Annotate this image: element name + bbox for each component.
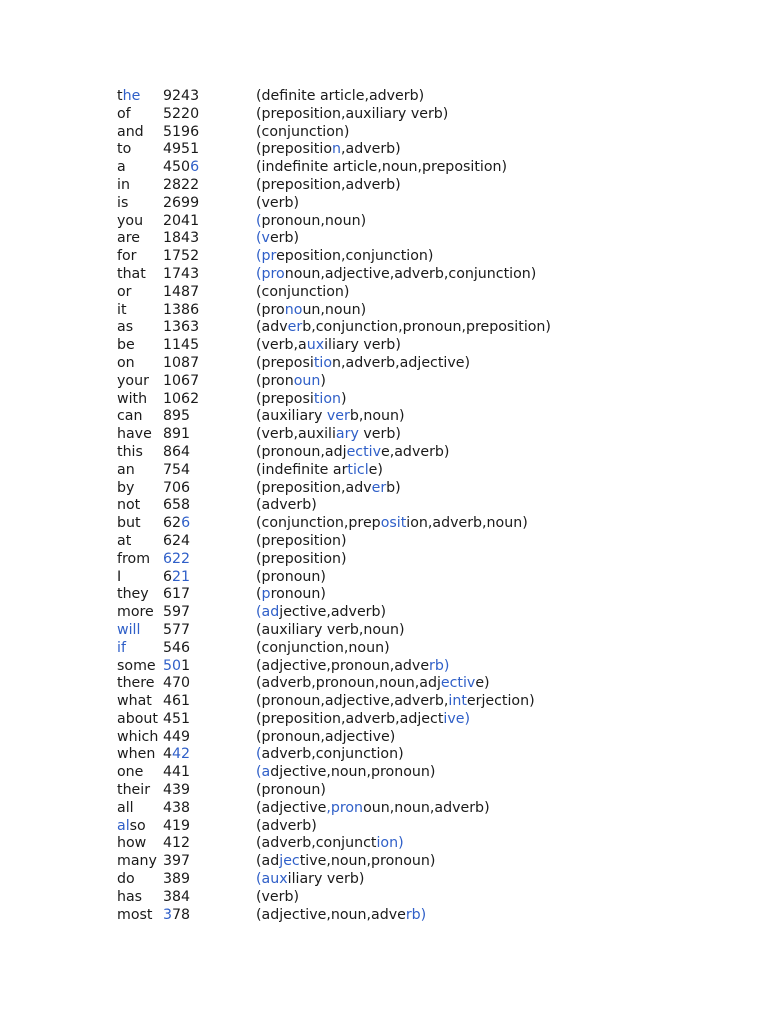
part-of-speech: (adverb,conjunction) xyxy=(256,746,404,763)
frequency-count: 501 xyxy=(163,657,191,674)
frequency-count: 597 xyxy=(163,604,191,621)
list-item xyxy=(117,764,717,782)
part-of-speech: (pronoun,adjective,adverb,conjunction) xyxy=(256,265,537,282)
list-item xyxy=(117,835,717,853)
part-of-speech: (auxiliary verb,noun) xyxy=(256,408,405,425)
list-item xyxy=(117,302,717,320)
list-item xyxy=(117,693,717,711)
list-item xyxy=(117,355,717,373)
list-item xyxy=(117,853,717,871)
word-text: has xyxy=(117,888,143,905)
word-frequency-list xyxy=(117,88,717,924)
list-item xyxy=(117,141,717,159)
frequency-count: 1752 xyxy=(163,248,200,265)
part-of-speech: (pronoun,adjective) xyxy=(256,728,396,745)
part-of-speech: (preposition,adverb) xyxy=(256,176,401,193)
word-text: is xyxy=(117,194,129,211)
frequency-count: 2699 xyxy=(163,194,200,211)
word-text: it xyxy=(117,301,127,318)
frequency-count: 895 xyxy=(163,408,191,425)
list-item xyxy=(117,195,717,213)
part-of-speech: (verb,auxiliary verb) xyxy=(256,426,401,443)
frequency-count: 624 xyxy=(163,532,191,549)
word-text: also xyxy=(117,817,146,834)
frequency-count: 1487 xyxy=(163,283,200,300)
frequency-count: 626 xyxy=(163,515,191,532)
part-of-speech: (adverb) xyxy=(256,497,317,514)
frequency-count: 5196 xyxy=(163,123,200,140)
word-text: which xyxy=(117,728,159,745)
word-text: with xyxy=(117,390,148,407)
part-of-speech: (verb) xyxy=(256,888,300,905)
word-text: a xyxy=(117,159,126,176)
frequency-count: 864 xyxy=(163,443,191,460)
frequency-count: 9243 xyxy=(163,88,200,104)
word-text: what xyxy=(117,693,152,710)
list-item xyxy=(117,266,717,284)
frequency-count: 754 xyxy=(163,461,191,478)
frequency-count: 2822 xyxy=(163,176,200,193)
part-of-speech: (pronoun) xyxy=(256,586,326,603)
frequency-count: 1386 xyxy=(163,301,200,318)
list-item xyxy=(117,818,717,836)
word-text: more xyxy=(117,604,154,621)
frequency-count: 1363 xyxy=(163,319,200,336)
part-of-speech: (preposition,adverb) xyxy=(256,479,401,496)
word-text: that xyxy=(117,265,146,282)
list-item xyxy=(117,88,717,106)
word-text: do xyxy=(117,871,135,888)
list-item xyxy=(117,658,717,676)
part-of-speech: (auxiliary verb) xyxy=(256,871,365,888)
frequency-count: 442 xyxy=(163,746,191,763)
frequency-count: 1843 xyxy=(163,230,200,247)
frequency-count: 384 xyxy=(163,888,191,905)
word-text: you xyxy=(117,212,144,229)
part-of-speech: (conjunction) xyxy=(256,283,350,300)
word-text: I xyxy=(117,568,122,585)
part-of-speech: (conjunction,noun) xyxy=(256,639,390,656)
part-of-speech: (preposition) xyxy=(256,532,347,549)
list-item xyxy=(117,248,717,266)
part-of-speech: (adjective,adverb) xyxy=(256,604,387,621)
list-item xyxy=(117,426,717,444)
word-text: for xyxy=(117,248,137,265)
list-item xyxy=(117,604,717,622)
frequency-count: 2041 xyxy=(163,212,200,229)
word-text: as xyxy=(117,319,134,336)
list-item xyxy=(117,729,717,747)
list-item xyxy=(117,337,717,355)
word-text: this xyxy=(117,443,143,460)
word-text: on xyxy=(117,354,135,371)
frequency-count: 470 xyxy=(163,675,191,692)
word-text: be xyxy=(117,337,135,354)
list-item xyxy=(117,800,717,818)
part-of-speech: (pronoun) xyxy=(256,782,326,799)
part-of-speech: (adverb,conjunction) xyxy=(256,835,404,852)
list-item xyxy=(117,213,717,231)
word-text: can xyxy=(117,408,143,425)
frequency-count: 419 xyxy=(163,817,191,834)
list-item xyxy=(117,533,717,551)
word-text: an xyxy=(117,461,135,478)
list-item xyxy=(117,480,717,498)
frequency-count: 389 xyxy=(163,871,191,888)
frequency-count: 577 xyxy=(163,621,191,638)
word-text: most xyxy=(117,906,153,923)
part-of-speech: (pronoun,noun) xyxy=(256,301,367,318)
part-of-speech: (conjunction) xyxy=(256,123,350,140)
frequency-count: 658 xyxy=(163,497,191,514)
part-of-speech: (adjective,pronoun,noun,adverb) xyxy=(256,799,490,816)
word-text: or xyxy=(117,283,132,300)
word-text: about xyxy=(117,710,158,727)
part-of-speech: (verb,auxiliary verb) xyxy=(256,337,401,354)
frequency-count: 397 xyxy=(163,853,191,870)
list-item xyxy=(117,373,717,391)
frequency-count: 1145 xyxy=(163,337,200,354)
frequency-count: 1062 xyxy=(163,390,200,407)
frequency-count: 439 xyxy=(163,782,191,799)
frequency-count: 706 xyxy=(163,479,191,496)
part-of-speech: (indefinite article) xyxy=(256,461,383,478)
word-text: they xyxy=(117,586,149,603)
part-of-speech: (conjunction,preposition,adverb,noun) xyxy=(256,515,528,532)
frequency-count: 441 xyxy=(163,764,191,781)
part-of-speech: (adverb,conjunction,pronoun,preposition) xyxy=(256,319,551,336)
part-of-speech: (pronoun,adjective,adverb,interjection) xyxy=(256,693,535,710)
word-text: one xyxy=(117,764,144,781)
part-of-speech: (adverb,pronoun,noun,adjective) xyxy=(256,675,490,692)
word-text: are xyxy=(117,230,140,247)
part-of-speech: (preposition,auxiliary verb) xyxy=(256,105,449,122)
part-of-speech: (pronoun) xyxy=(256,568,326,585)
part-of-speech: (preposition) xyxy=(256,390,347,407)
frequency-count: 438 xyxy=(163,799,191,816)
list-item xyxy=(117,515,717,533)
list-item xyxy=(117,551,717,569)
frequency-count: 891 xyxy=(163,426,191,443)
list-item xyxy=(117,177,717,195)
list-item xyxy=(117,711,717,729)
list-item xyxy=(117,782,717,800)
part-of-speech: (preposition,conjunction) xyxy=(256,248,434,265)
word-text: your xyxy=(117,372,149,389)
list-item xyxy=(117,408,717,426)
frequency-count: 4506 xyxy=(163,159,200,176)
list-item xyxy=(117,640,717,658)
list-item xyxy=(117,159,717,177)
word-text: by xyxy=(117,479,135,496)
list-item xyxy=(117,230,717,248)
part-of-speech: (adjective,noun,pronoun) xyxy=(256,764,436,781)
frequency-count: 461 xyxy=(163,693,191,710)
list-item xyxy=(117,586,717,604)
list-item xyxy=(117,462,717,480)
list-item xyxy=(117,907,717,925)
word-text: but xyxy=(117,515,141,532)
word-text: their xyxy=(117,782,151,799)
frequency-count: 617 xyxy=(163,586,191,603)
part-of-speech: (definite article,adverb) xyxy=(256,88,425,104)
part-of-speech: (indefinite article,noun,preposition) xyxy=(256,159,508,176)
list-item xyxy=(117,569,717,587)
list-item xyxy=(117,124,717,142)
part-of-speech: (preposition,adverb,adjective) xyxy=(256,354,471,371)
frequency-count: 546 xyxy=(163,639,191,656)
part-of-speech: (adjective,noun,pronoun) xyxy=(256,853,436,870)
frequency-count: 5220 xyxy=(163,105,200,122)
part-of-speech: (adjective,noun,adverb) xyxy=(256,906,427,923)
word-text: when xyxy=(117,746,156,763)
word-text: of xyxy=(117,105,131,122)
frequency-count: 412 xyxy=(163,835,191,852)
list-item xyxy=(117,746,717,764)
word-text: how xyxy=(117,835,147,852)
word-text: the xyxy=(117,88,141,104)
word-text: from xyxy=(117,550,151,567)
frequency-count: 449 xyxy=(163,728,191,745)
word-text: if xyxy=(117,639,126,656)
part-of-speech: (adjective,pronoun,adverb) xyxy=(256,657,450,674)
part-of-speech: (preposition) xyxy=(256,550,347,567)
list-item xyxy=(117,444,717,462)
list-item xyxy=(117,871,717,889)
part-of-speech: (preposition,adverb,adjective) xyxy=(256,710,471,727)
frequency-count: 378 xyxy=(163,906,191,923)
word-text: at xyxy=(117,532,132,549)
frequency-count: 1743 xyxy=(163,265,200,282)
word-text: some xyxy=(117,657,156,674)
list-item xyxy=(117,319,717,337)
list-item xyxy=(117,106,717,124)
frequency-count: 1087 xyxy=(163,354,200,371)
word-text: have xyxy=(117,426,152,443)
word-text: not xyxy=(117,497,141,514)
word-text: and xyxy=(117,123,144,140)
list-item xyxy=(117,391,717,409)
part-of-speech: (preposition,adverb) xyxy=(256,141,401,158)
list-item xyxy=(117,889,717,907)
word-text: will xyxy=(117,621,141,638)
word-text: many xyxy=(117,853,157,870)
frequency-count: 621 xyxy=(163,568,191,585)
part-of-speech: (verb) xyxy=(256,194,300,211)
list-item xyxy=(117,284,717,302)
word-text: to xyxy=(117,141,132,158)
word-text: there xyxy=(117,675,155,692)
frequency-count: 451 xyxy=(163,710,191,727)
list-item xyxy=(117,497,717,515)
word-text: in xyxy=(117,176,130,193)
part-of-speech: (pronoun,noun) xyxy=(256,212,367,229)
frequency-count: 1067 xyxy=(163,372,200,389)
word-text: all xyxy=(117,799,134,816)
list-item xyxy=(117,622,717,640)
part-of-speech: (auxiliary verb,noun) xyxy=(256,621,405,638)
part-of-speech: (verb) xyxy=(256,230,300,247)
list-item xyxy=(117,675,717,693)
part-of-speech: (adverb) xyxy=(256,817,317,834)
part-of-speech: (pronoun,adjective,adverb) xyxy=(256,443,450,460)
frequency-count: 622 xyxy=(163,550,191,567)
part-of-speech: (pronoun) xyxy=(256,372,326,389)
frequency-count: 4951 xyxy=(163,141,200,158)
